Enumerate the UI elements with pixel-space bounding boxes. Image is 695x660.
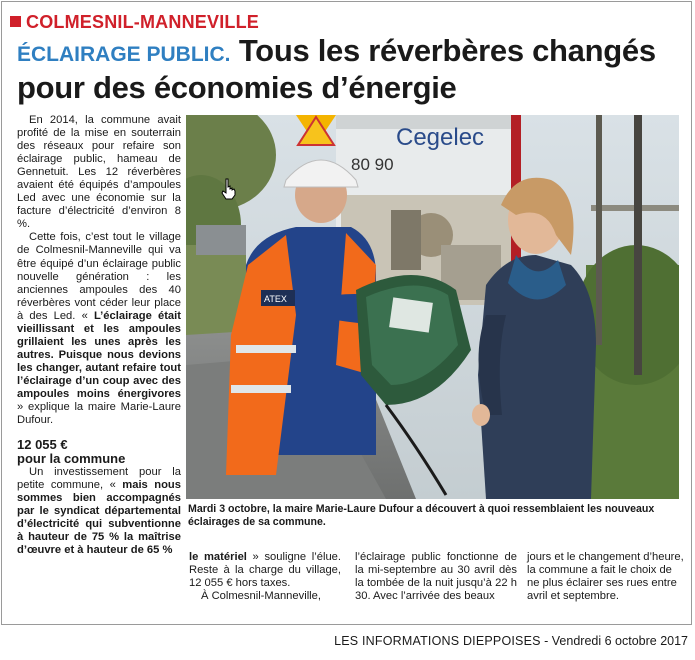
hand-pointer-icon xyxy=(219,178,239,200)
footer-date: - Vendredi 6 octobre 2017 xyxy=(540,634,688,648)
column-2-quote-end: le matériel xyxy=(189,551,247,563)
truck-brand-text: Cegelec xyxy=(396,124,485,151)
column-4-paragraph: jours et le changement d’heure, la commune a fait le choix de ne plus éclairer ses rues entre avril et septembre. xyxy=(527,551,684,603)
footer-publication: LES INFORMATIONS DIEPPOISES xyxy=(334,634,541,648)
column-2-paragraph-2: À Colmesnil-Manneville, xyxy=(201,590,321,603)
article-column-1 xyxy=(17,114,181,557)
photo-caption: Mardi 3 octobre, la maire Marie-Laure Dufour a découvert à quoi ressemblaient les nouveaux éclairages de sa commune. xyxy=(188,503,655,528)
article-column-4 xyxy=(527,551,685,603)
vest-label-text: ATEX xyxy=(264,294,287,304)
kicker-text: COLMESNIL-MANNEVILLE xyxy=(26,12,259,32)
red-square-icon xyxy=(10,16,21,27)
column-2-text: » souligne l’élue. Reste à la charge du village, 12 055 € hors taxes. xyxy=(189,551,341,590)
paragraph-1: En 2014, la commune avait profité de la mise en souterrain des réseaux pour refaire son éclairage public, hameau de Gennetuit. Les 12 réverbères avaient été équipés d’ampoules Led avec une économie sur la facture d’électricité d’environ 8 %. xyxy=(17,114,181,231)
article-photo xyxy=(186,115,679,499)
subheading xyxy=(17,438,181,466)
headline-rubric: ÉCLAIRAGE PUBLIC. xyxy=(17,43,231,66)
column-2-paragraph-1 xyxy=(189,551,341,590)
article-column-3 xyxy=(355,551,517,603)
paragraph-2 xyxy=(17,231,181,427)
article-column-2 xyxy=(189,551,341,603)
headline xyxy=(17,34,687,104)
paragraph-2-end: » explique la maire Marie-Laure Dufour. xyxy=(17,401,181,427)
section-kicker xyxy=(10,12,259,33)
subheading-text: pour la commune xyxy=(17,451,126,467)
page-footer xyxy=(0,634,688,648)
column-3-paragraph: l’éclairage public fonctionne de la mi-septembre au 30 avril dès la tombée de la nuit jusqu’à 22 h 30. Avec l’arrivée des beaux xyxy=(355,551,517,603)
paragraph-2-start: Cette fois, c’est tout le village de Colmesnil-Manneville qui va être équipé d’un éclairage public nouvelle génération : les anciennes ampoules des 40 réverbères vont céder leur place à des Led. « xyxy=(17,231,181,322)
paragraph-2-quote: L’éclairage était vieillissant et les ampoules grillaient les unes après les autres. Puisque nous devions les changer, autant refaire tout l’éclairage d’un coup avec des ampoules moins énergivores xyxy=(17,309,181,400)
photo-illustration xyxy=(186,115,679,499)
subheading-amount: 12 055 € xyxy=(17,437,68,453)
paragraph-3-start: Un investissement pour la petite commune, « xyxy=(17,466,181,492)
headline-title-line2: pour des économies d’énergie xyxy=(17,70,457,105)
paragraph-3 xyxy=(17,466,181,557)
paragraph-3-quote: mais nous sommes bien accompagnés par le syndicat départemental d’électricité qui subventionne à hauteur de 75 % la maîtrise d’œuvre et à hauteur de 65 % xyxy=(17,479,181,557)
truck-number-text: 80 90 xyxy=(351,155,394,174)
headline-title-line1: Tous les réverbères changés xyxy=(238,33,656,68)
